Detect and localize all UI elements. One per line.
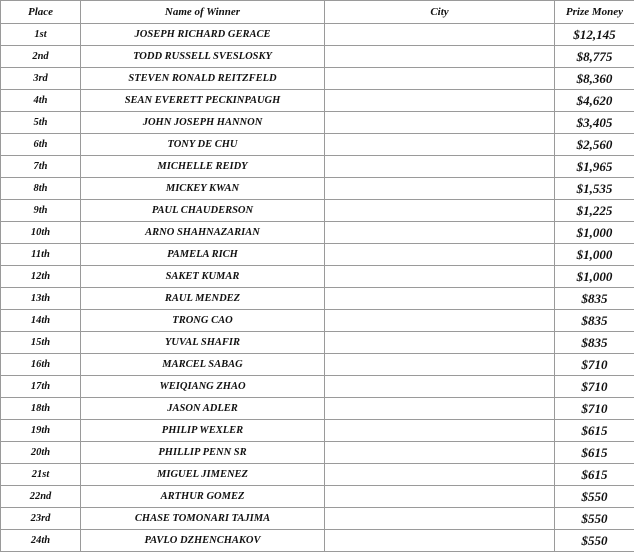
table-header	[1, 1, 634, 24]
winner-name-cell: TRONG CAO	[81, 310, 325, 332]
city-cell	[325, 112, 555, 134]
city-cell	[325, 398, 555, 420]
prize-money-cell: $1,535	[555, 178, 634, 200]
table-row	[1, 68, 634, 90]
winner-name-cell: SEAN EVERETT PECKINPAUGH	[81, 90, 325, 112]
place-cell: 24th	[1, 530, 81, 552]
city-cell	[325, 244, 555, 266]
place-cell: 13th	[1, 288, 81, 310]
place-cell: 9th	[1, 200, 81, 222]
place-cell: 8th	[1, 178, 81, 200]
prize-money-cell: $710	[555, 398, 634, 420]
table-row	[1, 398, 634, 420]
table-row	[1, 354, 634, 376]
city-cell	[325, 156, 555, 178]
prize-money-cell: $1,965	[555, 156, 634, 178]
prize-money-cell: $550	[555, 486, 634, 508]
prize-money-cell: $615	[555, 464, 634, 486]
table-row	[1, 486, 634, 508]
prize-money-cell: $1,000	[555, 222, 634, 244]
prize-money-cell: $835	[555, 310, 634, 332]
header-name: Name of Winner	[81, 1, 325, 24]
city-cell	[325, 310, 555, 332]
place-cell: 2nd	[1, 46, 81, 68]
header-row	[1, 1, 634, 24]
prize-money-cell: $1,000	[555, 244, 634, 266]
city-cell	[325, 222, 555, 244]
city-cell	[325, 508, 555, 530]
city-cell	[325, 530, 555, 552]
city-cell	[325, 46, 555, 68]
place-cell: 21st	[1, 464, 81, 486]
winner-name-cell: ARTHUR GOMEZ	[81, 486, 325, 508]
header-place: Place	[1, 1, 81, 24]
place-cell: 20th	[1, 442, 81, 464]
header-prize-money: Prize Money	[555, 1, 634, 24]
prize-money-cell: $4,620	[555, 90, 634, 112]
table-row	[1, 24, 634, 46]
winner-name-cell: RAUL MENDEZ	[81, 288, 325, 310]
table-row	[1, 112, 634, 134]
prize-money-cell: $835	[555, 288, 634, 310]
place-cell: 4th	[1, 90, 81, 112]
prize-money-cell: $550	[555, 530, 634, 552]
place-cell: 18th	[1, 398, 81, 420]
table-row	[1, 420, 634, 442]
winner-name-cell: MARCEL SABAG	[81, 354, 325, 376]
table-row	[1, 46, 634, 68]
table-row	[1, 266, 634, 288]
city-cell	[325, 178, 555, 200]
table-body	[1, 24, 634, 552]
city-cell	[325, 90, 555, 112]
city-cell	[325, 200, 555, 222]
prize-money-cell: $2,560	[555, 134, 634, 156]
city-cell	[325, 288, 555, 310]
winner-name-cell: JOHN JOSEPH HANNON	[81, 112, 325, 134]
table-row	[1, 244, 634, 266]
prize-money-cell: $710	[555, 376, 634, 398]
winner-name-cell: SAKET KUMAR	[81, 266, 325, 288]
place-cell: 5th	[1, 112, 81, 134]
place-cell: 14th	[1, 310, 81, 332]
city-cell	[325, 68, 555, 90]
place-cell: 23rd	[1, 508, 81, 530]
prize-money-cell: $710	[555, 354, 634, 376]
prize-money-cell: $550	[555, 508, 634, 530]
prize-money-cell: $12,145	[555, 24, 634, 46]
city-cell	[325, 486, 555, 508]
city-cell	[325, 420, 555, 442]
winner-name-cell: TONY DE CHU	[81, 134, 325, 156]
table-row	[1, 464, 634, 486]
winner-name-cell: MICKEY KWAN	[81, 178, 325, 200]
prize-money-cell: $8,360	[555, 68, 634, 90]
winner-name-cell: WEIQIANG ZHAO	[81, 376, 325, 398]
table-row	[1, 530, 634, 552]
winner-name-cell: PHILLIP PENN SR	[81, 442, 325, 464]
table-row	[1, 288, 634, 310]
city-cell	[325, 24, 555, 46]
table-row	[1, 508, 634, 530]
place-cell: 16th	[1, 354, 81, 376]
table-row	[1, 156, 634, 178]
prize-money-cell: $835	[555, 332, 634, 354]
city-cell	[325, 134, 555, 156]
winner-name-cell: YUVAL SHAFIR	[81, 332, 325, 354]
prize-money-cell: $1,225	[555, 200, 634, 222]
winner-name-cell: PAMELA RICH	[81, 244, 325, 266]
city-cell	[325, 266, 555, 288]
city-cell	[325, 354, 555, 376]
table-row	[1, 178, 634, 200]
prize-money-cell: $8,775	[555, 46, 634, 68]
place-cell: 7th	[1, 156, 81, 178]
place-cell: 15th	[1, 332, 81, 354]
prize-money-cell: $3,405	[555, 112, 634, 134]
city-cell	[325, 442, 555, 464]
place-cell: 19th	[1, 420, 81, 442]
place-cell: 12th	[1, 266, 81, 288]
prize-money-cell: $615	[555, 420, 634, 442]
winner-name-cell: CHASE TOMONARI TAJIMA	[81, 508, 325, 530]
place-cell: 1st	[1, 24, 81, 46]
place-cell: 17th	[1, 376, 81, 398]
winner-name-cell: ARNO SHAHNAZARIAN	[81, 222, 325, 244]
place-cell: 22nd	[1, 486, 81, 508]
table-row	[1, 200, 634, 222]
place-cell: 6th	[1, 134, 81, 156]
winner-name-cell: MIGUEL JIMENEZ	[81, 464, 325, 486]
city-cell	[325, 376, 555, 398]
winner-name-cell: TODD RUSSELL SVESLOSKY	[81, 46, 325, 68]
table-row	[1, 442, 634, 464]
city-cell	[325, 464, 555, 486]
winner-name-cell: JASON ADLER	[81, 398, 325, 420]
winner-name-cell: PAUL CHAUDERSON	[81, 200, 325, 222]
table-row	[1, 90, 634, 112]
table-row	[1, 222, 634, 244]
winner-name-cell: JOSEPH RICHARD GERACE	[81, 24, 325, 46]
place-cell: 11th	[1, 244, 81, 266]
winner-name-cell: PAVLO DZHENCHAKOV	[81, 530, 325, 552]
header-city: City	[325, 1, 555, 24]
city-cell	[325, 332, 555, 354]
winner-name-cell: PHILIP WEXLER	[81, 420, 325, 442]
table-row	[1, 310, 634, 332]
table-row	[1, 332, 634, 354]
place-cell: 10th	[1, 222, 81, 244]
prize-money-cell: $1,000	[555, 266, 634, 288]
table-row	[1, 134, 634, 156]
place-cell: 3rd	[1, 68, 81, 90]
prize-money-cell: $615	[555, 442, 634, 464]
winner-name-cell: MICHELLE REIDY	[81, 156, 325, 178]
winner-name-cell: STEVEN RONALD REITZFELD	[81, 68, 325, 90]
table-row	[1, 376, 634, 398]
